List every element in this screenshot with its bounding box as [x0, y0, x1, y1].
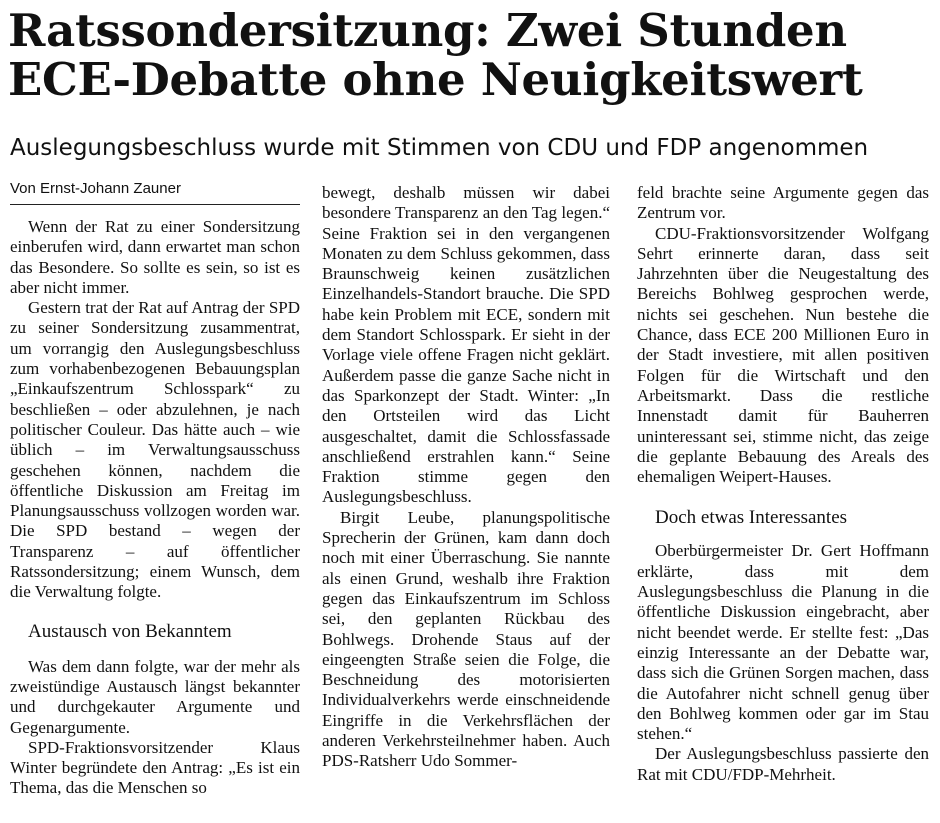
column-3 — [637, 183, 929, 785]
paragraph: feld brachte seine Argumente gegen das Zentrum vor. — [637, 183, 929, 223]
column-2 — [322, 183, 610, 772]
paragraph: bewegt, deshalb müssen wir dabei besondere Transparenz an den Tag legen.“ Seine Fraktion sei in den vergangenen Monaten zu dem Schluss gekommen, dass Braunschweig keinen zusätzlichen Einzelhandels-Standort brauche. Die SPD habe kein Problem mit ECE, sondern mit dem Standort Schlosspark. Er sieht in der Vorlage viele offene Fragen nicht geklärt. Außerdem passe die ganze Sache nicht in das Sparkonzept der Stadt. Winter: „In den Ortsteilen wird das Licht ausgeschaltet, damit die Schlossfassade anschließend erstrahlen kann.“ Seine Fraktion stimme gegen den Auslegungsbeschluss. — [322, 183, 611, 507]
paragraph: Birgit Leube, planungspolitische Sprecherin der Grünen, kam dann doch noch mit einer Überraschung. Sie nannte als einen Grund, weshalb ihre Fraktion gegen das Einkaufszentrum im Schloss sei, den geplanten Rückbau des Bohlwegs. Drohende Staus auf der eingeengten Straße seien die Folge, die Beschneidung des motorisierten Individualverkehrs werde einschneidende Eingriffe in die Verkehrsflächen der anderen Verkehrsteilnehmer haben. Auch PDS-Ratsherr Udo Sommer- — [322, 507, 610, 771]
subheadline: Auslegungsbeschluss wurde mit Stimmen von CDU und FDP angenommen — [10, 135, 869, 161]
section-heading: Austausch von Bekanntem — [28, 620, 232, 642]
paragraph: CDU-Fraktionsvorsitzender Wolfgang Sehrt erinnerte daran, dass seit Jahrzehnten über die Neugestaltung des Bereichs Bohlweg gesprochen werde, nichts sei geschehen. Nun bestehe die Chance, dass ECE 200 Millionen Euro in der Stadt investiere, mit allen positiven Folgen für die Wirtschaft und den Arbeitsmarkt. Dass die restliche Innenstadt damit für Bauherren uninteressant sei, stimme nicht, das zeige die geplante Bebauung des Areals des ehemaligen Weipert-Hauses. — [637, 223, 929, 487]
column-1 — [10, 180, 300, 799]
paragraph: Oberbürgermeister Dr. Gert Hoffmann erklärte, dass mit dem Auslegungsbeschluss die Planung in die öffentliche Diskussion eingebracht, aber nicht beendet werde. Er stellte fest: „Das einzig Interessante an der Debatte war, dass sich die Grünen Sorgen machen, dass die Autofahrer nicht schnell genug über den Bohlweg kommen oder gar im Stau stehen.“ — [637, 541, 929, 744]
headline-line-1: Ratssondersitzung: Zwei Stunden — [8, 4, 847, 57]
paragraph: Wenn der Rat zu einer Sondersitzung einberufen wird, dann erwartet man schon das Besondere. So sollte es sein, so ist es aber nicht immer. — [10, 217, 300, 297]
paragraph: Der Auslegungsbeschluss passierte den Rat mit CDU/FDP-Mehrheit. — [637, 744, 929, 784]
section-heading: Doch etwas Interessantes — [655, 507, 848, 529]
paragraph: SPD-Fraktionsvorsitzender Klaus Winter begründete den Antrag: „Es ist ein Thema, das die Menschen so — [10, 737, 300, 798]
headline — [8, 6, 933, 104]
paragraph: Was dem dann folgte, war der mehr als zweistündige Austausch längst bekannter und durchgekauter Argumente und Gegenargumente. — [10, 656, 300, 737]
byline: Von Ernst-Johann Zauner — [10, 180, 300, 205]
headline-line-2: ECE-Debatte ohne Neuigkeitswert — [8, 53, 863, 106]
paragraph: Gestern trat der Rat auf Antrag der SPD zu seiner Sondersitzung zusammentrat, um vorrangig den Auslegungsbeschluss zum vorhabenbezogenen Bebauungsplan „Einkaufszentrum Schlosspark“ zu beschließen – oder abzulehnen, je nach politischer Couleur. Das hätte auch – wie üblich – im Verwaltungsausschuss geschehen können, nachdem die öffentliche Diskussion am Freitag im Planungsausschuss vollzogen worden war. Die SPD bestand – wegen der Transparenz – auf öffentlicher Ratssondersitzung; einem Wunsch, dem die Verwaltung folgte. — [10, 298, 300, 602]
